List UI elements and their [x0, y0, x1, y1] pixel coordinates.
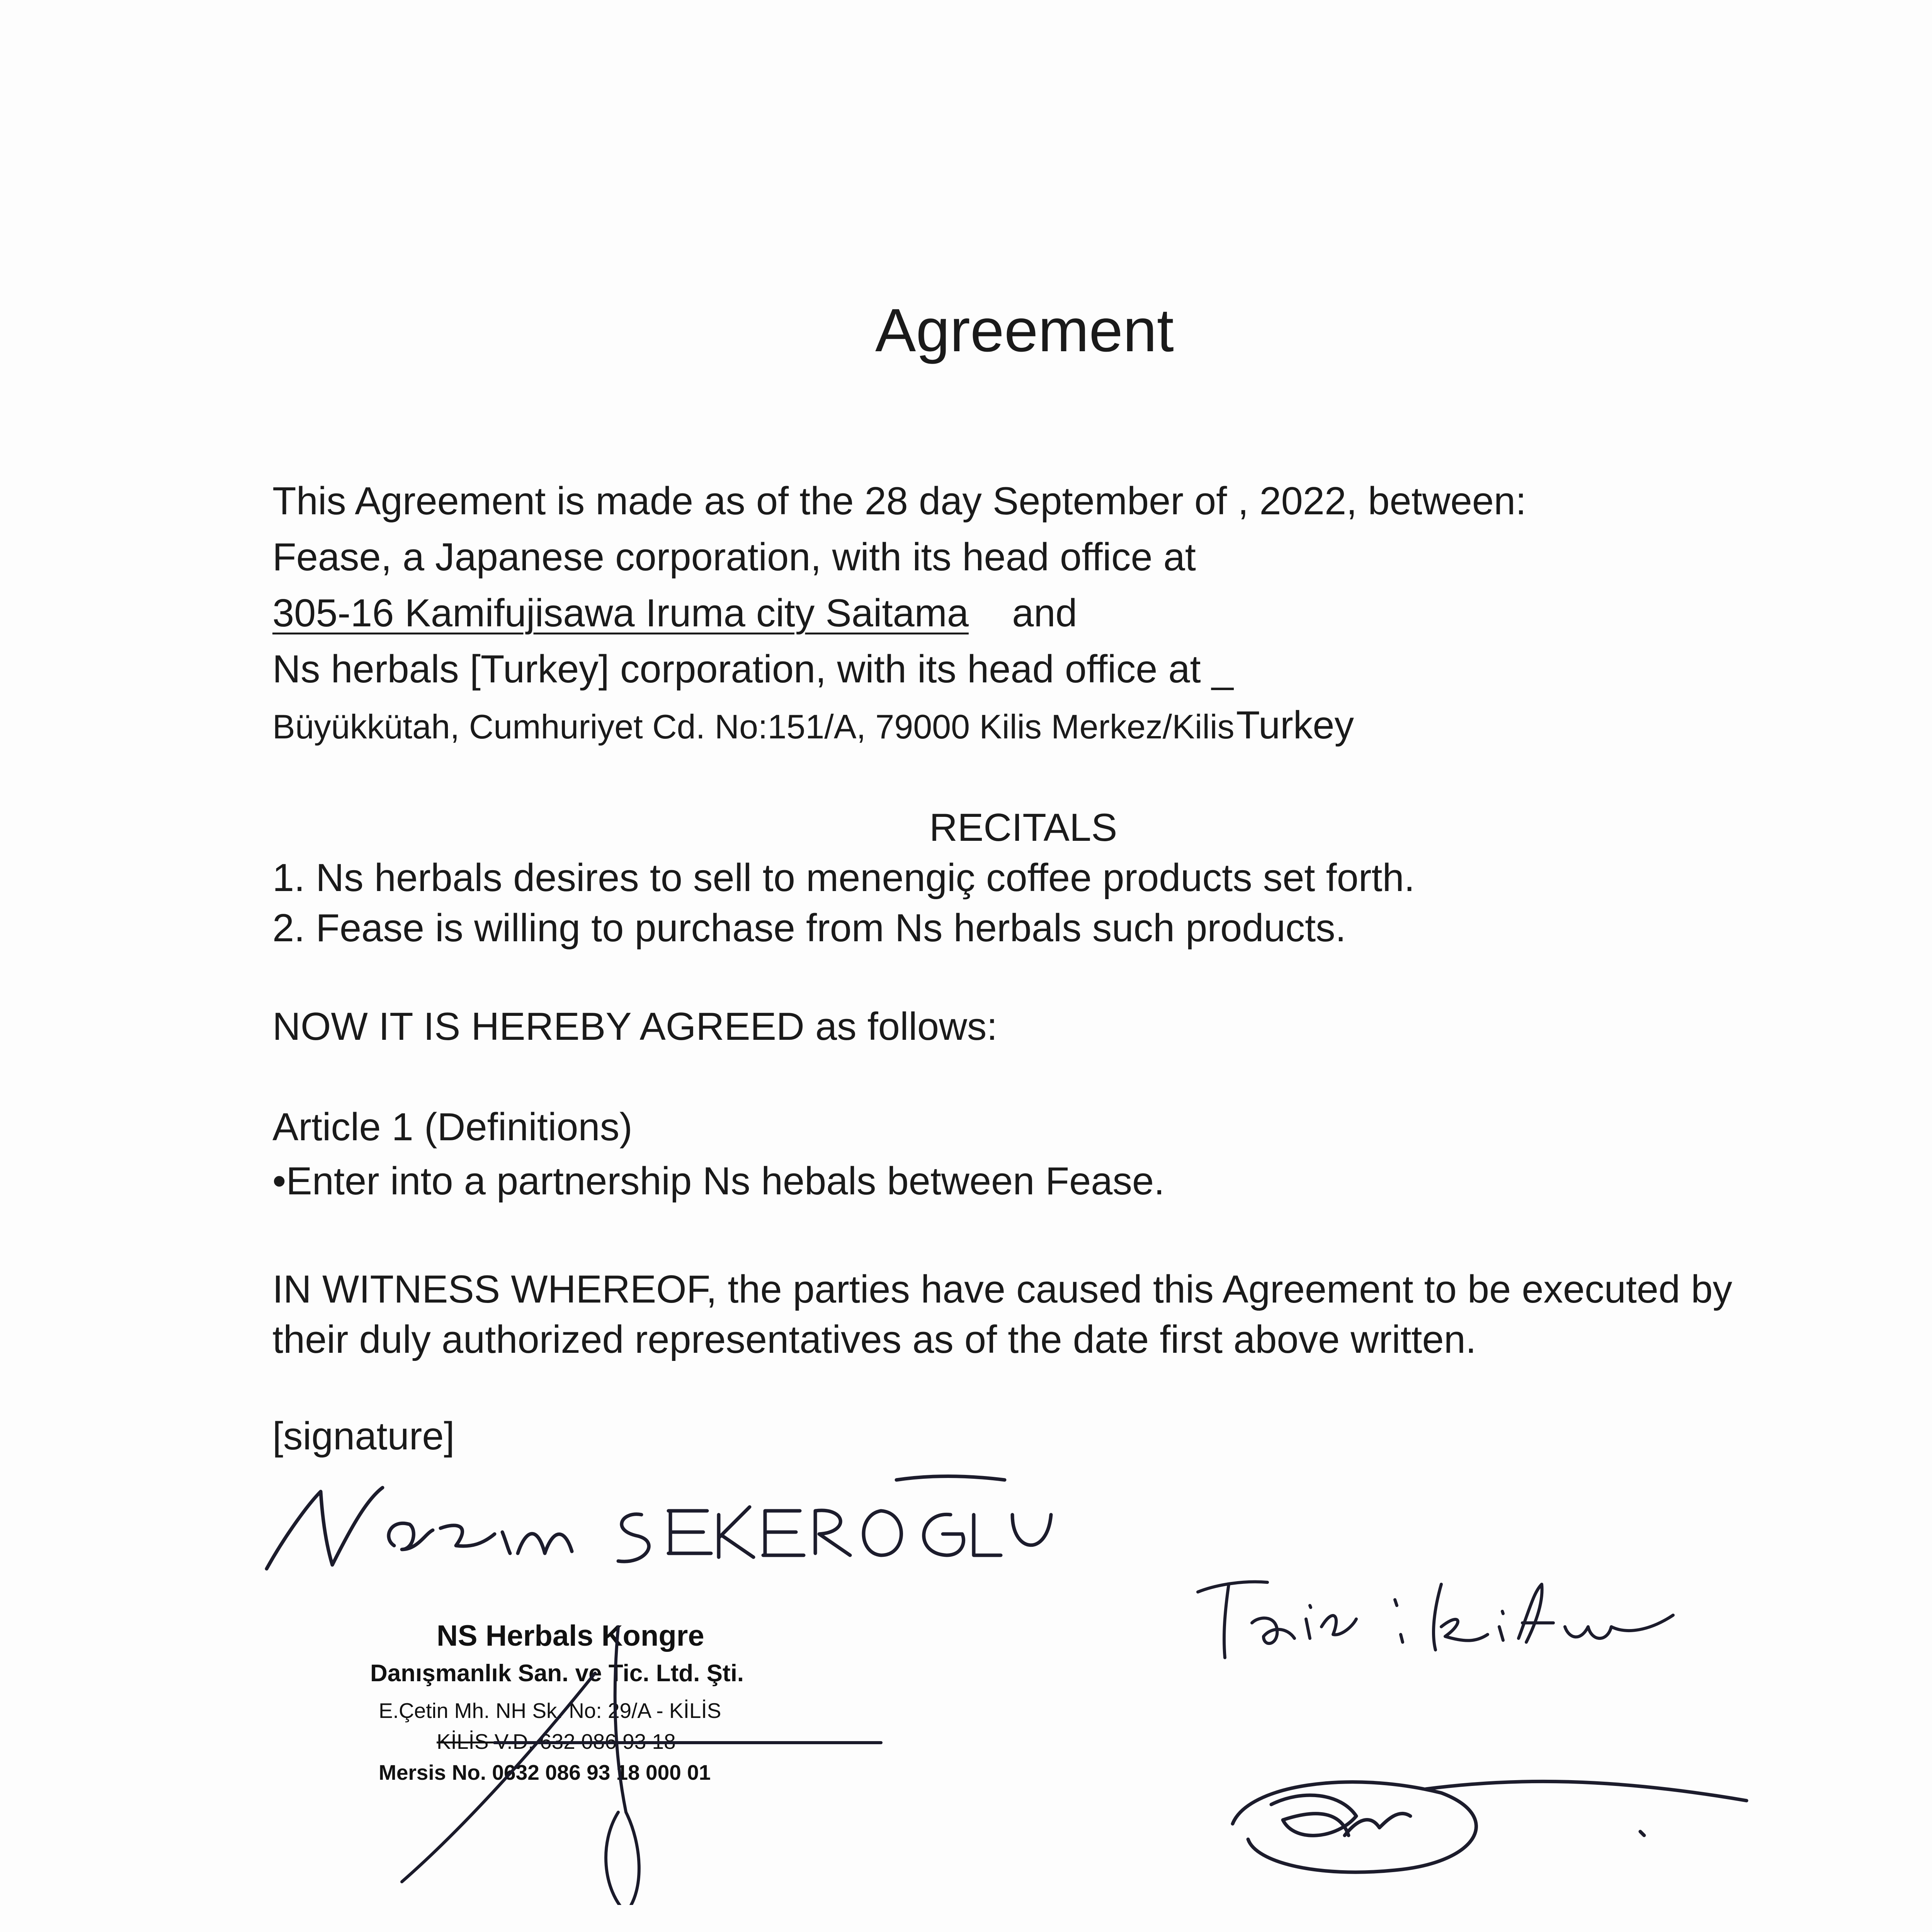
witness-line-2: their duly authorized representatives as of the date first above written.: [272, 1318, 1476, 1361]
recital-item-1: 1. Ns herbals desires to sell to menengiç coffee products set forth.: [272, 856, 1415, 900]
japan-address: 305-16 Kamifujisawa Iruma city Saitama: [272, 592, 969, 635]
stamp-line-3: E.Çetin Mh. NH Sk. No: 29/A - KİLİS: [379, 1699, 721, 1723]
signature-label: [signature]: [272, 1415, 455, 1458]
intro-line-3: [272, 591, 1077, 636]
article-heading: Article 1 (Definitions): [272, 1105, 633, 1149]
turkey-address: Büyükkütah, Cumhuriyet Cd. No:151/A, 79000 Kilis Merkez/Kilis: [272, 707, 1235, 746]
stamp-line-5: Mersis No. 0632 086 93 18 000 01: [379, 1760, 711, 1784]
turkey-country: Turkey: [1236, 704, 1354, 747]
handwritten-signature-ellipse: [1225, 1762, 1754, 1889]
recitals-heading: RECITALS: [929, 806, 1117, 849]
intro-line-4: Ns herbals [Turkey] corporation, with its head office at _: [272, 648, 1233, 691]
intro-line-2: Fease, a Japanese corporation, with its head office at: [272, 536, 1196, 579]
agreed-statement: NOW IT IS HEREBY AGREED as follows:: [272, 1005, 998, 1048]
stamp-line-2: Danışmanlık San. ve Tic. Ltd. Şti.: [370, 1660, 744, 1687]
recital-item-2: 2. Fease is willing to purchase from Ns herbals such products.: [272, 906, 1346, 950]
handwritten-signature-left: [255, 1457, 1086, 1584]
handwritten-signature-right: [1194, 1569, 1692, 1669]
intro-line-5: [272, 703, 1354, 748]
and-word: and: [1012, 592, 1077, 635]
company-stamp: [348, 1611, 908, 1905]
stamp-line-4: KİLİS V.D. 632 086 93 18: [437, 1730, 676, 1753]
article-bullet: •Enter into a partnership Ns hebals between Fease.: [272, 1160, 1165, 1203]
stamp-signature-stroke: [348, 1611, 908, 1905]
stamp-line-1: NS Herbals Kongre: [437, 1619, 704, 1652]
document-title: Agreement: [875, 296, 1174, 364]
intro-line-1: This Agreement is made as of the 28 day September of , 2022, between:: [272, 480, 1527, 523]
witness-line-1: IN WITNESS WHEREOF, the parties have caused this Agreement to be executed by: [272, 1268, 1732, 1311]
